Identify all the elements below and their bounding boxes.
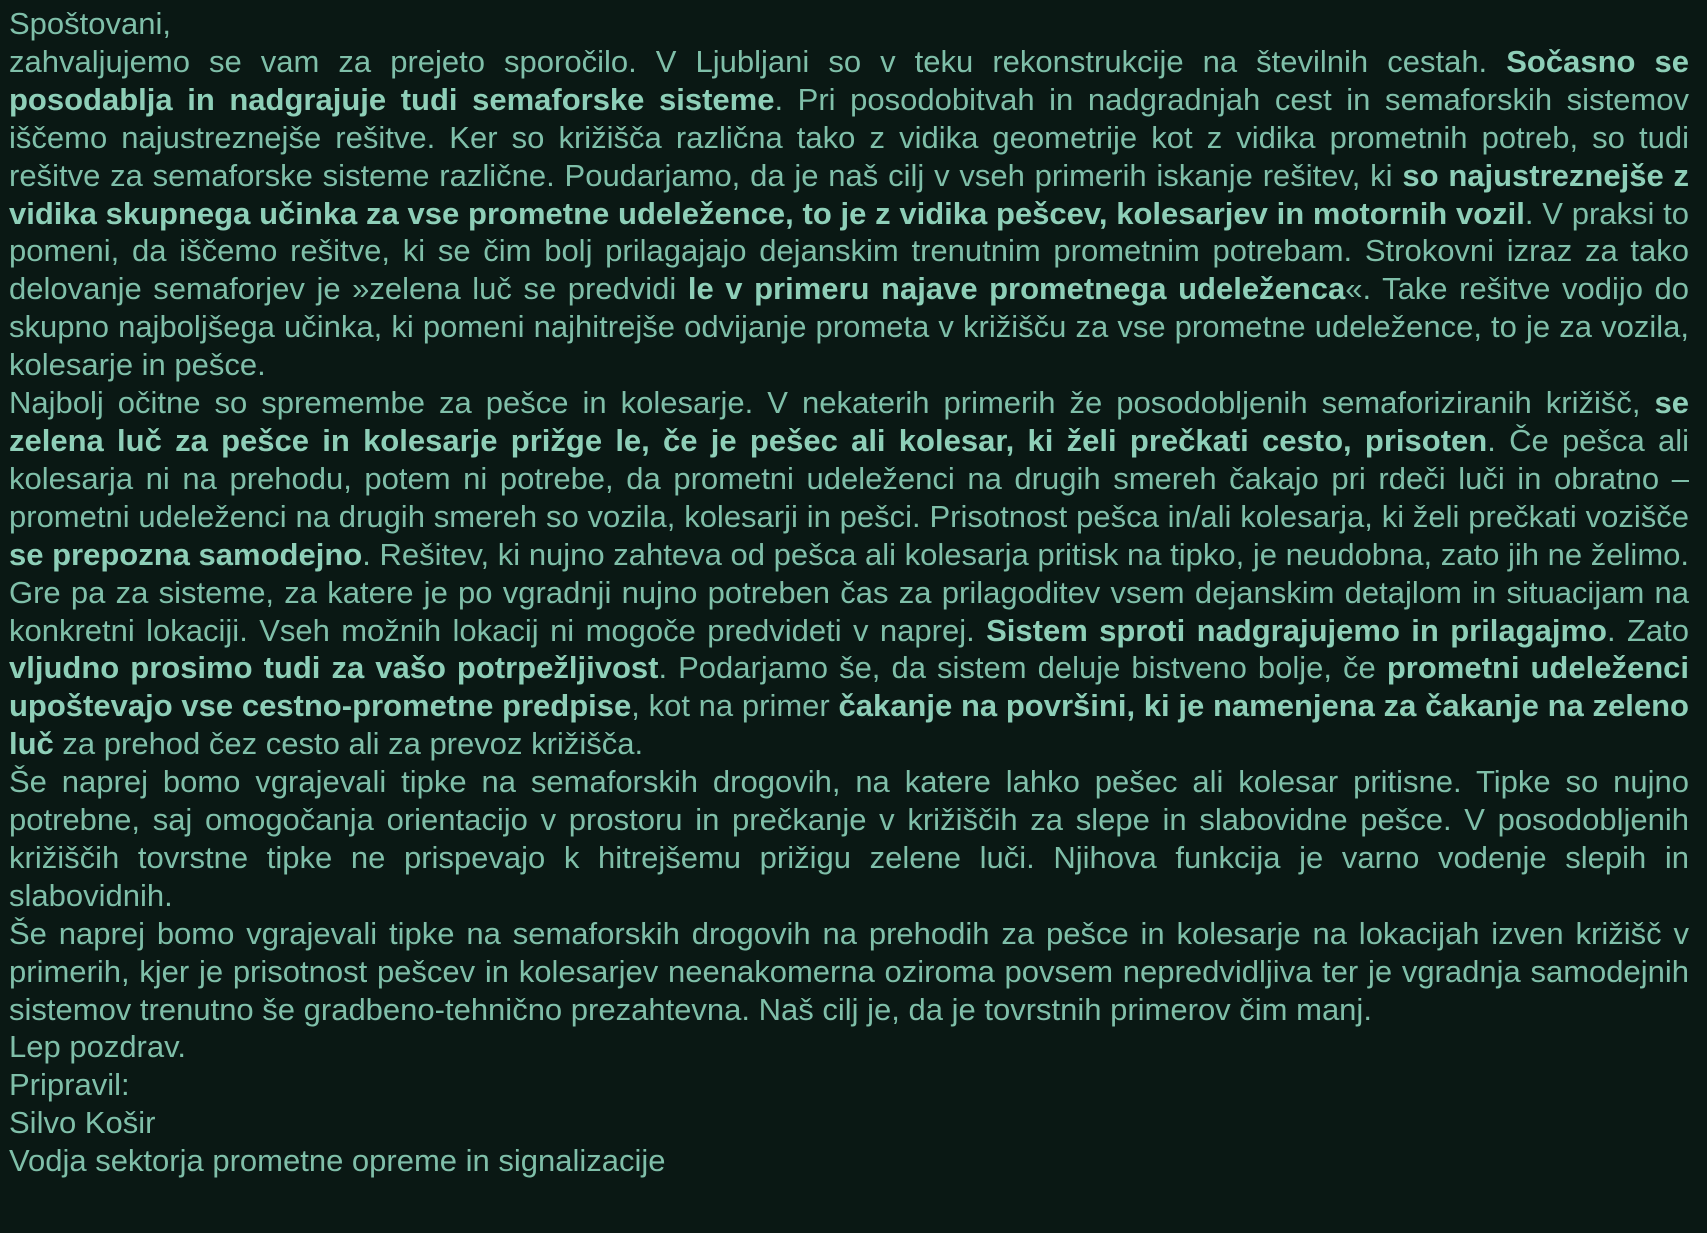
emphasis-text: so najustreznejše z vidika skupnega učinka za vse prometne udeležence, to je z vidika pešcev, kolesarjev in motornih vozil [9,157,1689,231]
paragraph-push-buttons [9,763,1689,915]
body-text: Še naprej bomo vgrajevali tipke na semaforskih drogovih na prehodih za pešce in kolesarje na lokacijah izven križišč v primerih, kjer je prisotnost pešcev in kolesarjev neenakomerna oziroma povsem nepredvidljiva ter je vgradnja samodejnih sistemov trenutno še gradbeno-tehnično prezahtevna. Naš cilj je, da je tovrstnih primerov čim manj. [9,915,1689,1027]
paragraph-reply-intro [9,43,1689,384]
author-title: Vodja sektorja prometne opreme in signalizacije [9,1143,666,1179]
body-text: . Če pešca ali kolesarja ni na prehodu, potem ni potrebe, da prometni udeleženci na drugih smereh čakajo pri rdeči luči in obratno – prometni udeleženci na drugih smereh so vozila, kolesarji in pešci. Prisotnost pešca in/ali kolesarja, ki želi prečkati vozišče [9,422,1689,534]
body-text: . V praksi to pomeni, da iščemo rešitve, ki se čim bolj prilagajajo dejanskim trenutnim prometnim potrebam. Strokovni izraz za tako delovanje semaforjev je »zelena luč se predvidi [9,195,1689,307]
emphasis-text: vljudno prosimo tudi za vašo potrpežljivost [9,650,659,686]
body-text: . Pri posodobitvah in nadgradnjah cest in semaforskih sistemov iščemo najustreznejše rešitve. Ker so križišča različna tako z vidika geometrije kot z vidika prometnih potreb, so tudi rešitve za semaforske sisteme različne. Poudarjamo, da je naš cilj v vseh primerih iskanje rešitev, ki [9,81,1689,193]
body-text: . Rešitev, ki nujno zahteva od pešca ali kolesarja pritisk na tipko, je neudobna, zato jih ne želimo. Gre pa za sisteme, za katere je po vgradnji nujno potreben čas za prilagoditev vsem dejanskim detajlom in situacijam na konkretni lokaciji. Vseh možnih lokacij ni mogoče predvideti v naprej. [9,536,1689,648]
prepared-by-label: Pripravil: [9,1067,130,1103]
emphasis-text: prometni udeleženci upoštevajo vse cestno-prometne predpise [9,650,1689,724]
closing: Lep pozdrav. [9,1029,186,1065]
greeting: Spoštovani, [9,6,171,41]
emphasis-text: Sočasno se posodablja in nadgrajuje tudi semaforske sisteme [9,43,1689,117]
letter-paragraphs [9,43,1689,1029]
author-name: Silvo Košir [9,1105,156,1141]
emphasis-text: se prepozna samodejno [9,536,363,572]
emphasis-text: Sistem sproti nadgrajujemo in prilagajmo [986,612,1607,648]
body-text: za prehod čez cesto ali za prevoz križišča. [53,726,644,762]
body-text: , kot na primer [631,688,839,724]
emphasis-text: čakanje na površini, ki je namenjena za čakanje na zeleno luč [9,688,1689,762]
body-text: . Podarjamo še, da sistem deluje bistveno bolje, če [658,650,1387,686]
body-text: Še naprej bomo vgrajevali tipke na semaforskih drogovih, na katere lahko pešec ali kolesar pritisne. Tipke so nujno potrebne, saj omogočanja orientacijo v prostoru in prečkanje v križiščih za slepe in slabovidne pešce. V posodobljenih križiščih tovrstne tipke ne prispevajo k hitrejšemu prižigu zelene luči. Njihova funkcija je varno vodenje slepih in slabovidnih. [9,764,1689,913]
paragraph-outside-intersections [9,915,1689,1029]
body-text: «. Take rešitve vodijo do skupno najboljšega učinka, ki pomeni najhitrejše odvijanje prometa v križišču za vse prometne udeležence, to je za vozila, kolesarje in pešce. [9,271,1689,383]
body-text: Najbolj očitne so spremembe za pešce in kolesarje. V nekaterih primerih že posodobljenih semaforiziranih križišč, [9,385,1655,421]
paragraph-pedestrians-cyclists [9,384,1689,763]
letter-body [9,5,1689,1180]
body-text: . Zato [1606,612,1689,648]
emphasis-text: se zelena luč za pešce in kolesarje prižge le, če je pešec ali kolesar, ki želi prečkati cesto, prisoten [9,385,1689,458]
emphasis-text: le v primeru najave prometnega udeleženca [687,271,1346,307]
body-text: zahvaljujemo se vam za prejeto sporočilo. V Ljubljani so v teku rekonstrukcije na številnih cestah. [9,43,1507,79]
